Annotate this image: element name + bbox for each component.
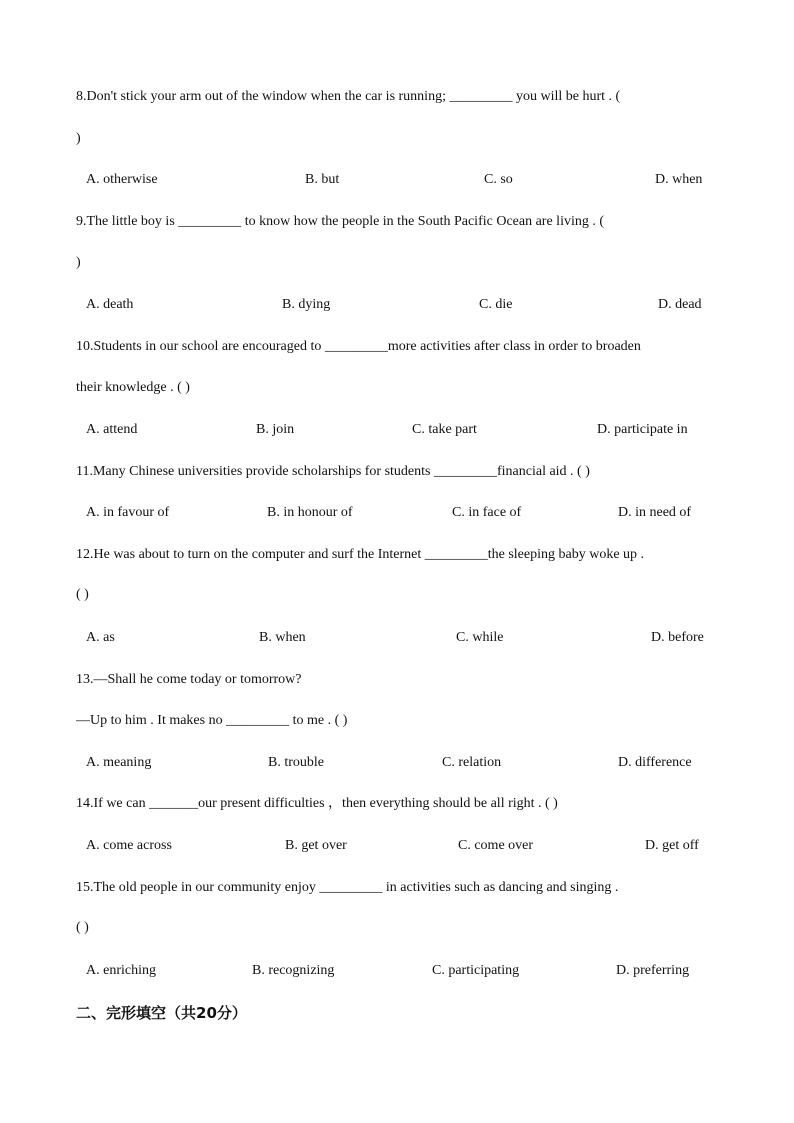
question-14-option-b: B. get over: [285, 838, 347, 853]
question-15-option-d: D. preferring: [616, 963, 690, 978]
question-13-option-d: D. difference: [618, 755, 692, 770]
question-12-option-d: D. before: [651, 630, 704, 645]
question-10-option-c: C. take part: [412, 422, 477, 437]
question-15-option-a: A. enriching: [86, 963, 156, 978]
question-13-option-a: A. meaning: [86, 755, 152, 770]
question-11-stem: 11.Many Chinese universities provide scholarships for students _________financial aid . ( ): [76, 464, 590, 479]
question-9-option-d: D. dead: [658, 297, 702, 312]
question-13-option-c: C. relation: [442, 755, 502, 770]
question-15-options: [86, 962, 716, 980]
question-11-option-a: A. in favour of: [86, 505, 170, 520]
question-10-option-d: D. participate in: [597, 422, 688, 437]
question-12-options: [86, 629, 716, 647]
question-14-stem: 14.If we can _______our present difficulties ，then everything should be all right . ( ): [76, 796, 558, 811]
question-14-options: [86, 837, 716, 855]
question-15-option-b: B. recognizing: [252, 963, 335, 978]
question-8-options: [86, 171, 716, 189]
question-9-option-c: C. die: [479, 297, 513, 312]
question-8-stem: 8.Don't stick your arm out of the window when the car is running; _________ you will be hurt . (: [76, 89, 621, 104]
question-10-stem: 10.Students in our school are encouraged to _________more activities after class in order to broaden: [76, 339, 641, 354]
question-8-option-a: A. otherwise: [86, 172, 158, 187]
question-14-option-c: C. come over: [458, 838, 534, 853]
question-15-option-c: C. participating: [432, 963, 520, 978]
question-8-answer-paren: ): [76, 131, 81, 146]
question-13-option-b: B. trouble: [268, 755, 324, 770]
question-9-options: [86, 296, 716, 314]
question-13-dialogue-line-1: 13.—Shall he come today or tomorrow?: [76, 672, 302, 687]
question-11-option-c: C. in face of: [452, 505, 522, 520]
question-9-answer-paren: ): [76, 255, 81, 270]
question-14-option-d: D. get off: [645, 838, 699, 853]
question-11-option-d: D. in need of: [618, 505, 692, 520]
question-13-options: [86, 754, 716, 772]
question-11-options: [86, 504, 716, 522]
question-12-option-a: A. as: [86, 630, 115, 645]
question-11-option-b: B. in honour of: [267, 505, 353, 520]
question-12-option-b: B. when: [259, 630, 306, 645]
question-9-stem: 9.The little boy is _________ to know how the people in the South Pacific Ocean are living . (: [76, 214, 605, 229]
question-8-option-b: B. but: [305, 172, 340, 187]
question-8-option-d: D. when: [655, 172, 703, 187]
question-13-dialogue-line-2: —Up to him . It makes no _________ to me . ( ): [76, 713, 348, 728]
question-8-option-c: C. so: [484, 172, 513, 187]
question-14-option-a: A. come across: [86, 838, 172, 853]
question-9-option-b: B. dying: [282, 297, 331, 312]
question-10-stem-continued: their knowledge . ( ): [76, 380, 190, 395]
question-15-stem: 15.The old people in our community enjoy _________ in activities such as dancing and singing .: [76, 880, 619, 895]
question-12-answer-paren: ( ): [76, 587, 89, 602]
question-10-option-b: B. join: [256, 422, 295, 437]
question-10-options: [86, 421, 716, 439]
question-15-answer-paren: ( ): [76, 920, 89, 935]
question-12-option-c: C. while: [456, 630, 504, 645]
section-heading-cloze: 二、完形填空（共20分）: [76, 1004, 247, 1022]
question-12-stem: 12.He was about to turn on the computer and surf the Internet _________the sleeping baby woke up .: [76, 547, 645, 562]
question-9-option-a: A. death: [86, 297, 134, 312]
question-10-option-a: A. attend: [86, 422, 138, 437]
